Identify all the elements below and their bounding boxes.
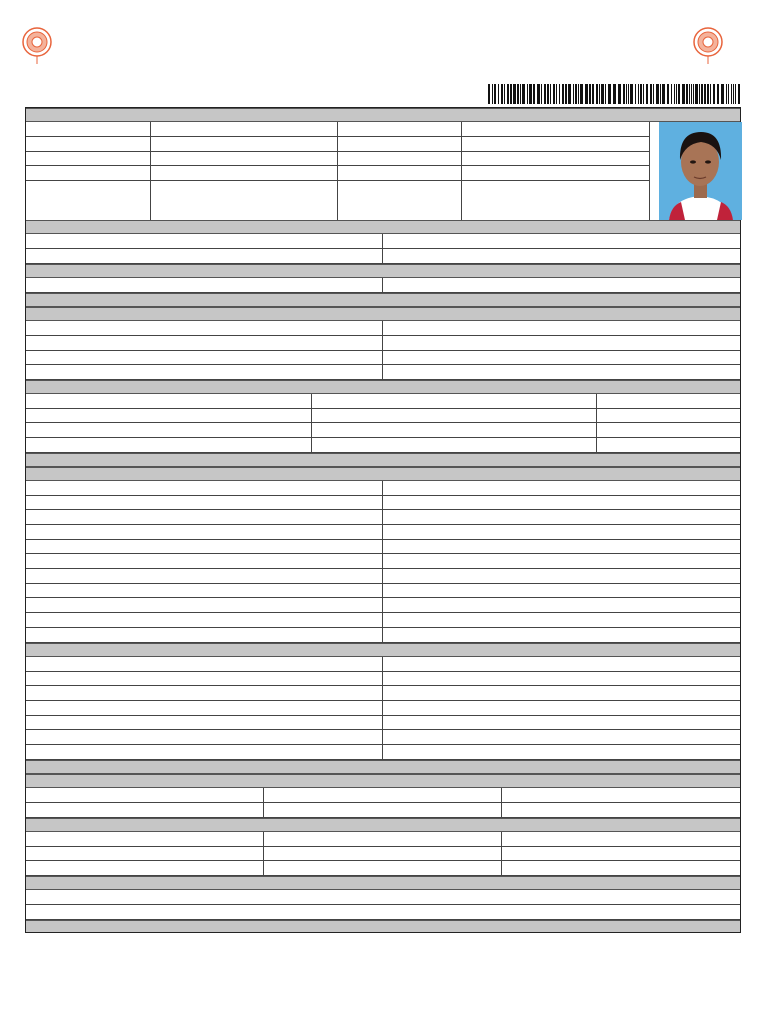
barcode-bar xyxy=(520,84,521,104)
barcode-bar xyxy=(731,84,732,104)
table-row xyxy=(26,481,740,496)
table-row xyxy=(26,628,740,643)
table-row xyxy=(26,861,740,876)
barcode-bar xyxy=(671,84,672,104)
section-header-details-d xyxy=(26,760,740,774)
table-row xyxy=(26,613,740,628)
table-row xyxy=(26,847,740,861)
barcode-bar xyxy=(501,84,503,104)
personal-details-grid xyxy=(26,122,650,220)
barcode-bar xyxy=(667,84,669,104)
barcode-bar xyxy=(605,84,606,104)
section-header-qualification xyxy=(26,380,740,394)
barcode-bar xyxy=(735,84,736,104)
barcode-bar xyxy=(578,84,579,104)
section-header-personal xyxy=(26,108,740,122)
barcode-bar xyxy=(640,84,642,104)
barcode-bar xyxy=(623,84,625,104)
barcode-bar xyxy=(686,84,688,104)
barcode-bar xyxy=(507,84,509,104)
table-row xyxy=(26,423,740,438)
section-header-address-a xyxy=(26,264,740,278)
barcode-bar xyxy=(646,84,648,104)
barcode-bar xyxy=(717,84,719,104)
section-header-details-e xyxy=(26,774,740,788)
table-row xyxy=(26,730,740,745)
barcode-bar xyxy=(699,84,700,104)
barcode-bar xyxy=(517,84,519,104)
university-seal-right-icon xyxy=(692,27,724,65)
table-row xyxy=(26,152,650,166)
table-row xyxy=(26,554,740,569)
barcode-bar xyxy=(550,84,551,104)
barcode-bar xyxy=(533,84,535,104)
barcode-bar xyxy=(635,84,636,104)
barcode-bar xyxy=(488,84,490,104)
university-seal-left-icon xyxy=(21,27,53,65)
barcode-bar xyxy=(626,84,627,104)
barcode-bar xyxy=(662,84,665,104)
barcode-bar xyxy=(653,84,654,104)
barcode-bar xyxy=(553,84,555,104)
barcode-bar xyxy=(707,84,709,104)
table-row xyxy=(26,672,740,686)
section-header-details-b xyxy=(26,467,740,481)
barcode-bar xyxy=(510,84,512,104)
barcode-bar xyxy=(494,84,496,104)
table-row xyxy=(26,351,740,365)
barcode-icon xyxy=(488,84,740,104)
barcode-bar xyxy=(599,84,600,104)
barcode-bar xyxy=(674,84,675,104)
barcode-bar xyxy=(537,84,540,104)
barcode-bar xyxy=(691,84,692,104)
barcode-bar xyxy=(580,84,583,104)
table-row xyxy=(26,409,740,423)
barcode-bar xyxy=(513,84,516,104)
table-row xyxy=(26,569,740,584)
table-row xyxy=(26,686,740,701)
table-row xyxy=(26,716,740,730)
section-header-declaration xyxy=(26,876,740,890)
barcode-bar xyxy=(630,84,633,104)
barcode-bar xyxy=(643,84,644,104)
barcode-bar xyxy=(682,84,685,104)
barcode-bar xyxy=(728,84,729,104)
section-header-details-f xyxy=(26,818,740,832)
barcode-bar xyxy=(704,84,706,104)
barcode-bar xyxy=(562,84,564,104)
section-header-address-b xyxy=(26,293,740,307)
table-row xyxy=(26,336,740,351)
table-row xyxy=(26,137,650,152)
table-row xyxy=(26,905,740,920)
table-row xyxy=(26,832,740,847)
table-row xyxy=(26,584,740,598)
table-row xyxy=(26,278,740,293)
barcode-bar xyxy=(701,84,703,104)
barcode-bar xyxy=(618,84,621,104)
table-row xyxy=(26,657,740,672)
table-row xyxy=(26,890,740,905)
barcode-bar xyxy=(601,84,604,104)
table-row xyxy=(26,496,740,510)
barcode-bar xyxy=(608,84,611,104)
table-row xyxy=(26,540,740,554)
barcode-bar xyxy=(541,84,542,104)
section-header-address-c xyxy=(26,307,740,321)
barcode-bar xyxy=(568,84,571,104)
barcode-bar xyxy=(556,84,557,104)
table-row xyxy=(26,321,740,336)
table-row xyxy=(26,234,740,249)
table-row xyxy=(26,525,740,540)
barcode-bar xyxy=(547,84,549,104)
barcode-bar xyxy=(522,84,525,104)
table-row xyxy=(26,803,740,818)
table-row xyxy=(26,249,740,264)
barcode-bar xyxy=(575,84,577,104)
barcode-bar xyxy=(660,84,661,104)
section-header-details-a xyxy=(26,453,740,467)
barcode-bar xyxy=(726,84,727,104)
barcode-bar xyxy=(596,84,598,104)
barcode-bar xyxy=(695,84,698,104)
barcode-bar xyxy=(592,84,594,104)
table-row xyxy=(26,598,740,613)
barcode-bar xyxy=(638,84,639,104)
table-row xyxy=(26,394,740,409)
table-row xyxy=(26,181,650,220)
section-header-footer xyxy=(26,920,740,932)
barcode-bar xyxy=(733,84,734,104)
applicant-photo xyxy=(659,122,742,220)
table-row xyxy=(26,122,650,137)
table-row xyxy=(26,701,740,716)
table-row xyxy=(26,510,740,525)
barcode-bar xyxy=(529,84,532,104)
barcode-bar xyxy=(628,84,629,104)
table-row xyxy=(26,438,740,453)
barcode-bar xyxy=(738,84,740,104)
barcode-bar xyxy=(492,84,493,104)
barcode-bar xyxy=(713,84,715,104)
barcode-bar xyxy=(721,84,724,104)
barcode-bar xyxy=(678,84,680,104)
barcode-bar xyxy=(689,84,690,104)
barcode-bar xyxy=(565,84,567,104)
barcode-bar xyxy=(613,84,616,104)
barcode-bar xyxy=(693,84,694,104)
table-row xyxy=(26,166,650,181)
barcode-bar xyxy=(710,84,711,104)
barcode-bar xyxy=(676,84,677,104)
barcode-bar xyxy=(573,84,574,104)
section-header-contact xyxy=(26,220,740,234)
barcode-bar xyxy=(504,84,505,104)
application-form xyxy=(25,107,741,933)
barcode-bar xyxy=(585,84,588,104)
section-header-details-c xyxy=(26,643,740,657)
table-row xyxy=(26,788,740,803)
barcode-bar xyxy=(498,84,499,104)
barcode-bar xyxy=(650,84,652,104)
table-row xyxy=(26,745,740,760)
table-row xyxy=(26,365,740,380)
barcode-bar xyxy=(527,84,528,104)
barcode-bar xyxy=(544,84,546,104)
barcode-bar xyxy=(589,84,591,104)
barcode-bar xyxy=(559,84,560,104)
barcode-bar xyxy=(656,84,659,104)
